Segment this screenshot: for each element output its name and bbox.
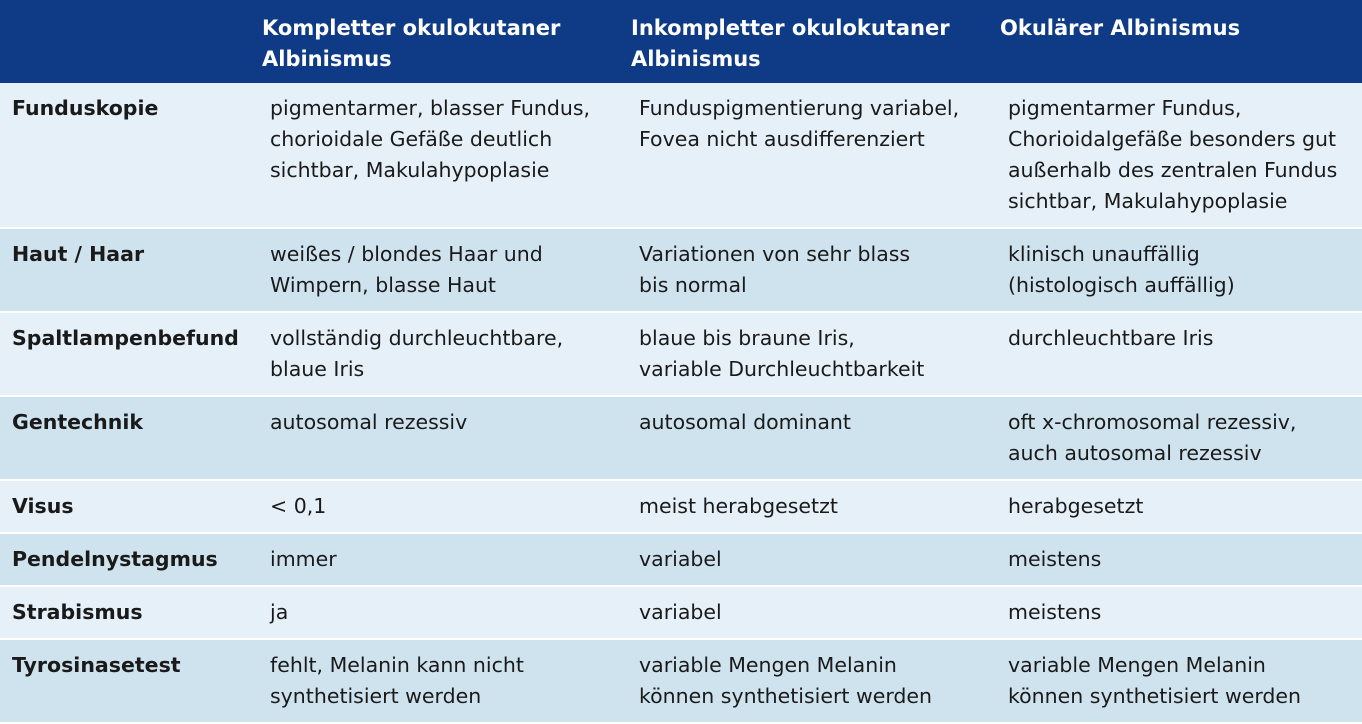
cell-complete-oca: < 0,1: [270, 494, 327, 518]
row-label: Strabismus: [12, 600, 143, 624]
row-label: Funduskopie: [12, 96, 159, 120]
cell-ocular-albinism: klinisch unauffällig (histologisch auffällig): [1008, 242, 1235, 297]
cell-incomplete-oca: Variationen von sehr blass bis normal: [639, 242, 911, 297]
header-empty-cell: [0, 0, 256, 83]
cell-complete-oca: immer: [270, 547, 337, 571]
cell-ocular-albinism: oft x-chromosomal rezessiv, auch autosomal rezessiv: [1008, 410, 1297, 465]
row-label: Visus: [12, 494, 74, 518]
table-header: [0, 0, 1362, 83]
header-row: [0, 0, 1362, 83]
table-row: [0, 480, 1362, 533]
cell-ocular-albinism: durchleuchtbare Iris: [1008, 326, 1214, 350]
cell-ocular-albinism: meistens: [1008, 547, 1102, 571]
row-label: Spaltlampenbefund: [12, 326, 239, 350]
row-label: Tyrosinasetest: [12, 653, 181, 677]
table-row: [0, 533, 1362, 586]
cell-complete-oca: weißes / blondes Haar und Wimpern, blasse Haut: [270, 242, 543, 297]
table-row: [0, 312, 1362, 396]
cell-complete-oca: autosomal rezessiv: [270, 410, 468, 434]
cell-incomplete-oca: variabel: [639, 547, 722, 571]
cell-ocular-albinism: herabgesetzt: [1008, 494, 1144, 518]
cell-complete-oca: vollständig durchleuchtbare, blaue Iris: [270, 326, 564, 381]
row-label: Gentechnik: [12, 410, 144, 434]
cell-incomplete-oca: variable Mengen Melanin können synthetisiert werden: [639, 653, 933, 708]
cell-ocular-albinism: meistens: [1008, 600, 1102, 624]
row-label: Pendelnystagmus: [12, 547, 218, 571]
header-incomplete-oca: Inkompletter okulokutaner Albinismus: [631, 16, 950, 71]
cell-ocular-albinism: pigmentarmer Fundus, Chorioidalgefäße besonders gut außerhalb des zentralen Fundus sichtbar, Makulahypoplasie: [1008, 96, 1338, 213]
table-row: [0, 83, 1362, 228]
cell-incomplete-oca: autosomal dominant: [639, 410, 851, 434]
row-label: Haut / Haar: [12, 242, 145, 266]
table-row: [0, 228, 1362, 312]
table-row: [0, 639, 1362, 723]
cell-complete-oca: ja: [270, 600, 289, 624]
header-ocular-albinism: Okulärer Albinismus: [1000, 16, 1241, 40]
cell-complete-oca: fehlt, Melanin kann nicht synthetisiert werden: [270, 653, 524, 708]
table-row: [0, 586, 1362, 639]
cell-ocular-albinism: variable Mengen Melanin können synthetisiert werden: [1008, 653, 1302, 708]
cell-incomplete-oca: meist herabgesetzt: [639, 494, 838, 518]
cell-complete-oca: pigmentarmer, blasser Fundus, chorioidale Gefäße deutlich sichtbar, Makulahypoplasie: [270, 96, 591, 182]
cell-incomplete-oca: Funduspigmentierung variabel, Fovea nicht ausdifferenziert: [639, 96, 960, 151]
table-body: [0, 83, 1362, 723]
header-complete-oca: Kompletter okulokutaner Albinismus: [262, 16, 561, 71]
cell-incomplete-oca: blaue bis braune Iris, variable Durchleuchtbarkeit: [639, 326, 925, 381]
table-row: [0, 396, 1362, 480]
cell-incomplete-oca: variabel: [639, 600, 722, 624]
